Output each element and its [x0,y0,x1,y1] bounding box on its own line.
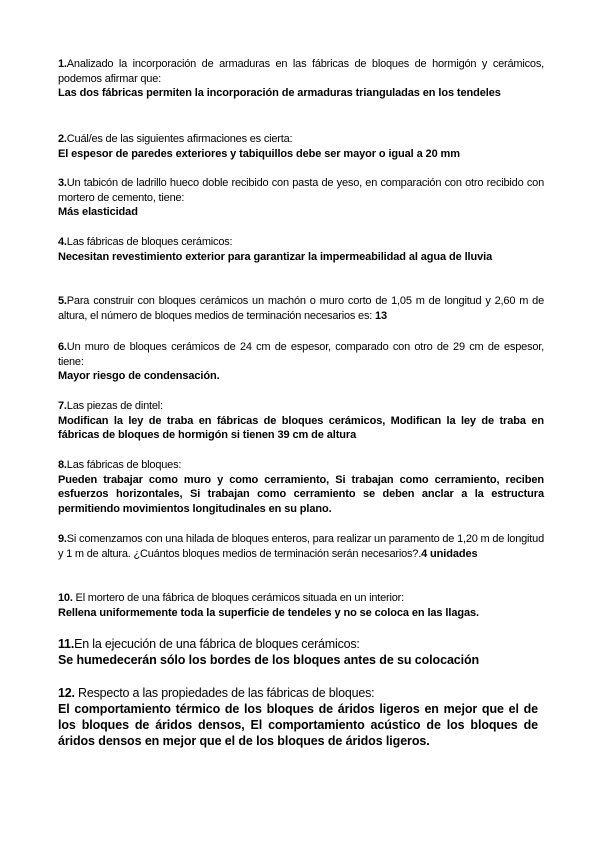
question-number: 6. [58,341,67,353]
question-prompt: Respecto a las propiedades de las fábricas de bloques: [74,686,375,700]
question-prompt: Las fábricas de bloques: [66,459,182,471]
question-text [58,132,544,147]
question-number: 11. [58,637,75,651]
question-text [58,176,544,205]
answer-text: El espesor de paredes exteriores y tabiquillos debe ser mayor o igual a 20 mm [58,147,460,160]
question-text [58,399,544,414]
question-prompt: Un muro de bloques cerámicos de 24 cm de espesor, comparado con otro de 29 cm de espesor, tiene: [58,341,544,368]
answer-text: Más elasticidad [58,206,138,218]
question-text [58,458,544,473]
answer-text: Mayor riesgo de condensación. [58,370,220,382]
question-8 [58,458,544,516]
question-prompt: Las piezas de dintel: [66,400,163,412]
question-text [58,636,538,652]
answer-text: 4 unidades [421,547,478,560]
question-number: 12. [58,686,75,700]
question-2 [58,132,544,161]
question-text [58,532,544,561]
question-prompt: Las fábricas de bloques cerámicos: [66,236,233,248]
question-prompt: Analizado la incorporación de armaduras en las fábricas de bloques de hormigón y cerámicos, podemos afirmar que: [58,58,544,85]
question-prompt: El mortero de una fábrica de bloques cerámicos situada en un interior: [72,592,404,604]
question-prompt: Un tabicón de ladrillo hueco doble recibido con pasta de yeso, en comparación con otro recibido con mortero de cemento, tiene: [58,177,544,204]
question-prompt: Cuál/es de las siguientes afirmaciones es cierta: [66,133,293,145]
question-number: 5. [58,295,67,307]
question-7 [58,399,544,443]
question-1 [58,57,544,101]
answer-text: Pueden trabajar como muro y como cerramiento, Si trabajan como cerramiento, reciben esfuerzos horizontales, Si trabajan como cerramiento se deben anclar a la estructura permitiendo movimientos longitudinales en su plano. [58,473,544,515]
question-prompt: Si comenzamos con una hilada de bloques enteros, para realizar un paramento de 1,20 m de longitud y 1 m de altura. ¿Cuántos bloques medios de terminación serán necesarios?. [58,533,544,560]
question-number: 2. [58,133,67,145]
answer-text: Necesitan revestimiento exterior para garantizar la impermeabilidad al agua de lluvia [58,250,493,263]
question-prompt: En la ejecución de una fábrica de bloques cerámicos: [74,637,360,651]
question-number: 8. [58,459,67,471]
question-9 [58,532,544,561]
question-text [58,685,538,701]
question-12 [58,685,538,749]
question-11 [58,636,538,668]
question-number: 9. [58,533,67,545]
question-text [58,235,544,250]
question-number: 1. [58,58,67,70]
answer-text: Modifican la ley de traba en fábricas de bloques cerámicos, Modifican la ley de traba en fábricas de bloques de hormigón si tienen 39 cm de altura [58,414,544,441]
question-number: 3. [58,177,67,189]
answer-text: El comportamiento térmico de los bloques de áridos ligeros en mejor que el de los bloques de áridos densos, El comportamiento acústico de los bloques de áridos densos en mejor que el de los bloques de áridos ligeros. [58,702,538,748]
question-text [58,591,544,606]
question-number: 4. [58,236,67,248]
question-5 [58,294,544,323]
answer-text: 13 [375,309,388,322]
question-text [58,294,544,323]
answer-text: Rellena uniformemente toda la superficie de tendeles y no se coloca en las llagas. [58,606,479,619]
question-prompt: Para construir con bloques cerámicos un machón o muro corto de 1,05 m de longitud y 2,60 m de altura, el número de bloques medios de terminación necesarios es: [58,295,544,322]
question-3 [58,176,544,220]
question-4 [58,235,544,264]
question-text [58,340,544,369]
question-text [58,57,544,86]
answer-text: Se humedecerán sólo los bordes de los bloques antes de su colocación [58,653,480,667]
question-6 [58,340,544,384]
question-number: 10. [58,592,73,604]
question-number: 7. [58,400,67,412]
answer-text: Las dos fábricas permiten la incorporación de armaduras trianguladas en los tendeles [58,87,501,99]
question-10 [58,591,544,620]
